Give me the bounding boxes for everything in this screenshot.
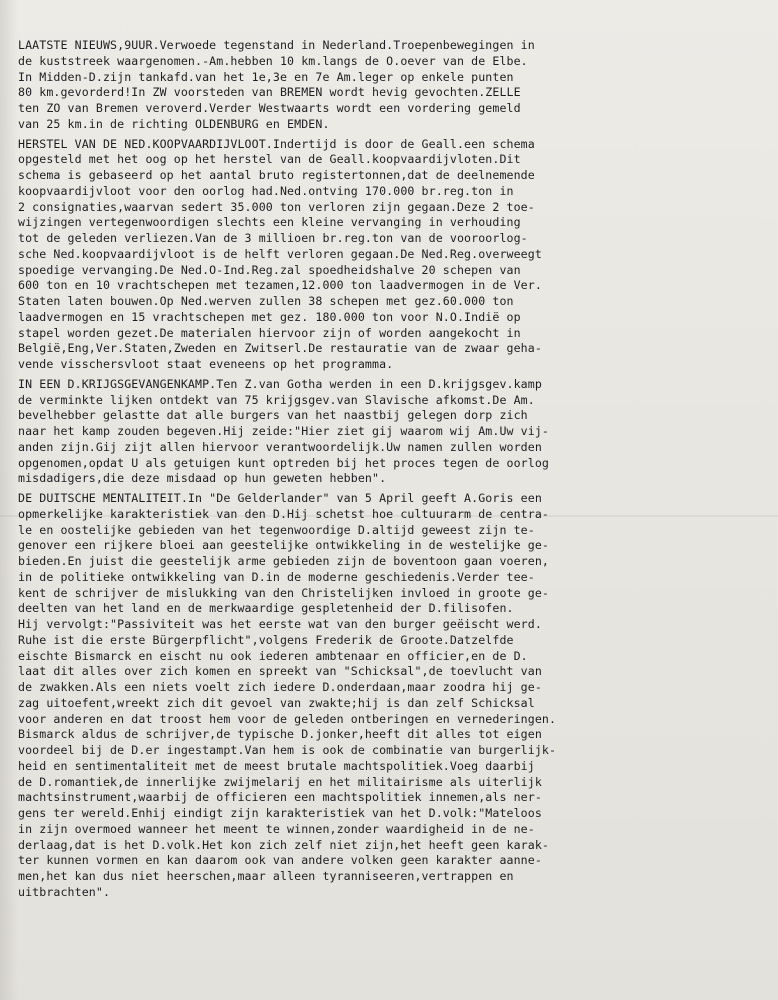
text-line: ter kunnen vormen en kan daarom ook van andere volken geen karakter aanne- bbox=[18, 853, 542, 868]
text-line: heid en sentimentaliteit met de meest brutale machtspolitiek.Voeg daarbij bbox=[18, 758, 535, 773]
text-line: de kuststreek waargenomen.-Am.hebben 10 km.langs de O.oever van de Elbe. bbox=[18, 53, 528, 68]
text-line: derlaag,dat is het D.volk.Het kon zich zelf niet zijn,het heeft geen karak- bbox=[18, 837, 550, 852]
text-line: in zijn overmoed wanneer het meent te winnen,zonder waardigheid in de ne- bbox=[18, 821, 535, 836]
text-line: uitbrachten". bbox=[18, 884, 111, 899]
news-item-laatste-nieuws bbox=[18, 38, 740, 133]
text-line: opmerkelijke karakteristiek van den D.Hij schetst hoe cultuurarm de centra- bbox=[18, 506, 550, 521]
text-line: men,het kan dus niet heerschen,maar alleen tyranniseeren,vertrappen en bbox=[18, 869, 514, 883]
text-line: laat dit alles over zich komen en spreekt van "Schicksal",de toevlucht van bbox=[18, 664, 542, 679]
text-line: naar het kamp zouden begeven.Hij zeide:"Hier ziet gij waarom wij Am.Uw vij- bbox=[18, 424, 550, 438]
text-line: deelten van het land en de merkwaardige gespletenheid der D.filisofen. bbox=[18, 601, 514, 616]
text-line: anden zijn.Gij zijt allen hiervoor verantwoordelijk.Uw namen zullen worden bbox=[18, 439, 542, 454]
text-line: Ruhe ist die erste Bürgerpflicht",volgens Frederik de Groote.Datzelfde bbox=[18, 632, 514, 647]
news-item-heading-line: LAATSTE NIEUWS,9UUR.Verwoede tegenstand in Nederland.Troepenbewegingen in bbox=[18, 38, 535, 52]
text-line: in de politieke ontwikkeling van D.in de moderne geschiedenis.Verder tee- bbox=[18, 569, 535, 584]
text-line: tot de geleden verliezen.Van de 3 millioen br.reg.ton van de vooroorlog- bbox=[18, 231, 528, 245]
text-line: misdadigers,die deze misdaad op hun geweten hebben". bbox=[18, 471, 387, 486]
text-line: stapel worden gezet.De materialen hiervoor zijn of worden aangekocht in bbox=[18, 325, 521, 340]
typewritten-bulletin bbox=[18, 38, 740, 901]
text-line: de zwakken.Als een niets voelt zich iedere D.onderdaan,maar zoodra hij ge- bbox=[18, 680, 542, 694]
text-line: Bismarck aldus de schrijver,de typische D.jonker,heeft dit alles tot eigen bbox=[18, 727, 542, 742]
text-line: genover een rijkere bloei aan geestelijke ontwikkeling in de westelijke ge- bbox=[18, 538, 550, 553]
news-item-heading-line: IN EEN D.KRIJGSGEVANGENKAMP.Ten Z.van Gotha werden in een D.krijgsgev.kamp bbox=[18, 376, 542, 391]
text-line: 600 ton en 10 vrachtschepen met tezamen,12.000 ton laadvermogen in de Ver. bbox=[18, 278, 542, 293]
text-line: schema is gebaseerd op het aantal bruto registertonnen,dat de deelnemende bbox=[18, 168, 535, 182]
text-line: spoedige vervanging.De Ned.O-Ind.Reg.zal spoedheidshalve 20 schepen van bbox=[18, 262, 521, 277]
text-line: de verminkte lijken ontdekt van 75 krijgsgev.van Slavische afkomst.De Am. bbox=[18, 392, 535, 407]
text-line: zag uitoefent,wreekt zich dit gevoel van zwakte;hij is dan zelf Schicksal bbox=[18, 695, 535, 710]
text-line: le en oostelijke gebieden van het tegenwoordige D.altijd geweest zijn te- bbox=[18, 522, 535, 537]
news-item-heading-line: HERSTEL VAN DE NED.KOOPVAARDIJVLOOT.Indertijd is door de Geall.een schema bbox=[18, 136, 535, 151]
news-item-krijgsgevangenkamp bbox=[18, 377, 740, 487]
text-line: België,Eng,Ver.Staten,Zweden en Zwitserl.De restauratie van de zwaar geha- bbox=[18, 341, 542, 356]
text-line: de D.romantiek,de innerlijke zwijmelarij en het militairisme als uiterlijk bbox=[18, 774, 542, 789]
text-line: kent de schrijver de mislukking van den Christelijken invloed in groote ge- bbox=[18, 585, 550, 600]
text-line: eischte Bismarck en eischt nu ook iederen ambtenaar en officier,en de D. bbox=[18, 648, 528, 663]
text-line: bevelhebber gelastte dat alle burgers van het naastbij gelegen dorp zich bbox=[18, 408, 528, 423]
text-line: machtsinstrument,waarbij de officieren een machtspolitiek innemen,als ner- bbox=[18, 790, 542, 805]
text-line: sche Ned.koopvaardijvloot is de helft verloren gegaan.De Ned.Reg.overweegt bbox=[18, 246, 542, 261]
text-line: bieden.En juist die geestelijk arme gebieden zijn de boventoon gaan voeren, bbox=[18, 554, 550, 568]
text-line: 2 consignaties,waarvan sedert 35.000 ton verloren zijn gegaan.Deze 2 toe- bbox=[18, 199, 535, 214]
text-line: In Midden-D.zijn tankafd.van het 1e,3e en 7e Am.leger op enkele punten bbox=[18, 69, 514, 84]
text-line: laadvermogen en 15 vrachtschepen met gez. 180.000 ton voor N.O.Indië op bbox=[18, 309, 521, 324]
text-line: 80 km.gevorderd!In ZW voorsteden van BREMEN wordt hevig gevochten.ZELLE bbox=[18, 85, 521, 100]
text-line: opgesteld met het oog op het herstel van de Geall.koopvaardijvloten.Dit bbox=[18, 152, 521, 167]
news-item-heading-line: DE DUITSCHE MENTALITEIT.In "De Gelderlander" van 5 April geeft A.Goris een bbox=[18, 491, 542, 505]
text-line: ten ZO van Bremen veroverd.Verder Westwaarts wordt een vordering gemeld bbox=[18, 101, 521, 115]
text-line: voordeel bij de D.er ingestampt.Van hem is ook de combinatie van burgerlijk- bbox=[18, 743, 557, 757]
text-line: van 25 km.in de richting OLDENBURG en EMDEN. bbox=[18, 116, 330, 131]
text-line: koopvaardijvloot voor den oorlog had.Ned.ontving 170.000 br.reg.ton in bbox=[18, 183, 514, 198]
text-line: Staten laten bouwen.Op Ned.werven zullen 38 schepen met gez.60.000 ton bbox=[18, 294, 514, 308]
text-line: wijzingen vertegenwoordigen slechts een kleine vervanging in verhouding bbox=[18, 215, 521, 230]
news-item-duitsche-mentaliteit bbox=[18, 491, 740, 901]
text-line: gens ter wereld.Enhij eindigt zijn karakteristiek van het D.volk:"Mateloos bbox=[18, 806, 542, 820]
text-line: voor anderen en dat troost hem voor de geleden ontberingen en vernederingen. bbox=[18, 711, 557, 726]
text-line: vende visschersvloot staat eveneens op het programma. bbox=[18, 357, 394, 371]
text-line: Hij vervolgt:"Passiviteit was het eerste wat van den burger geëischt werd. bbox=[18, 617, 542, 631]
news-item-herstel-koopvaardijvloot bbox=[18, 137, 740, 373]
text-line: opgenomen,opdat U als getuigen kunt optreden bij het proces tegen de oorlog bbox=[18, 455, 550, 470]
